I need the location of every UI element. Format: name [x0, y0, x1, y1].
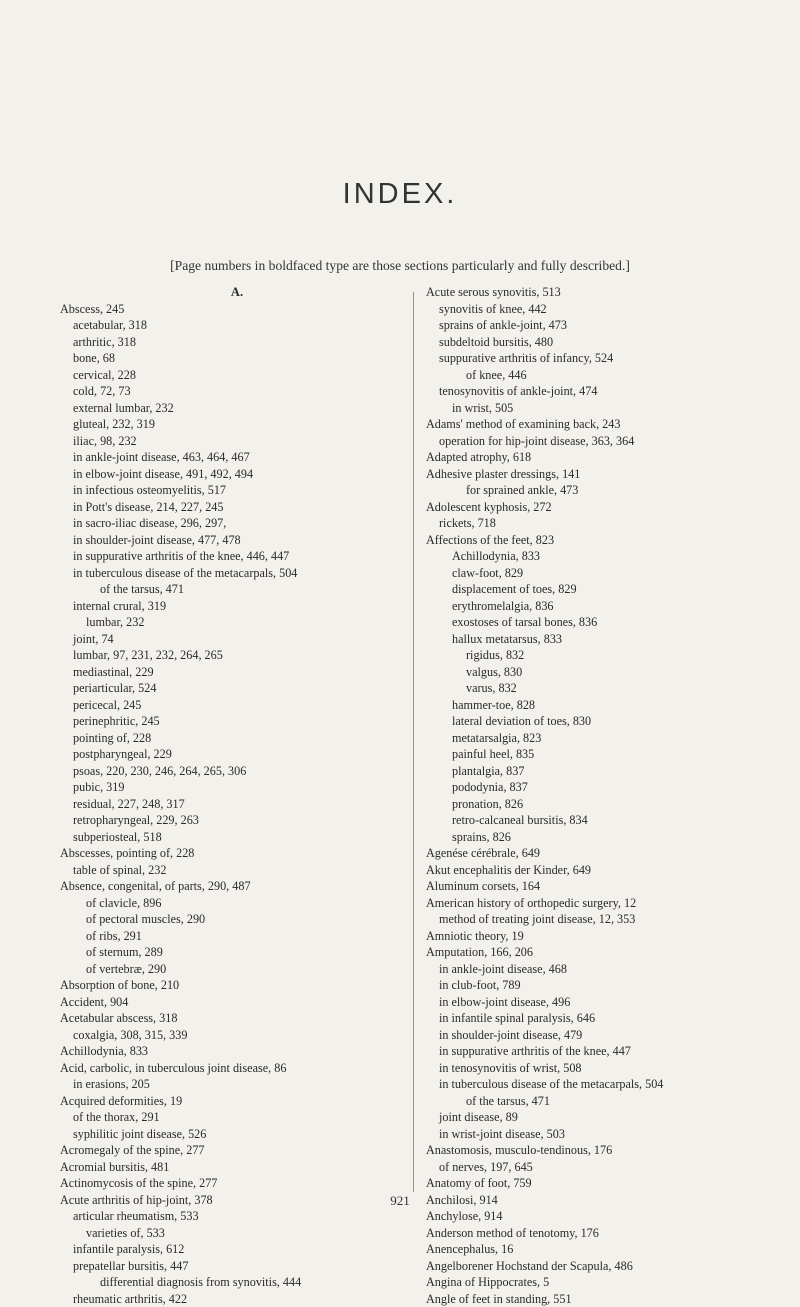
index-entry: syphilitic joint disease, 526 — [60, 1126, 402, 1143]
index-entry: erythromelalgia, 836 — [426, 598, 776, 615]
index-entry: in suppurative arthritis of the knee, 447 — [426, 1043, 776, 1060]
index-entry: in infantile spinal paralysis, 646 — [426, 1010, 776, 1027]
index-entry: Anchylose, 914 — [426, 1208, 776, 1225]
index-entry: in wrist, 505 — [426, 400, 776, 417]
index-entry: of vertebræ, 290 — [60, 961, 402, 978]
index-note: [Page numbers in boldfaced type are those sections particularly and fully described.] — [0, 258, 800, 274]
index-entry: table of spinal, 232 — [60, 862, 402, 879]
index-entry: mediastinal, 229 — [60, 664, 402, 681]
index-entry: Anchilosi, 914 — [426, 1192, 776, 1209]
index-entry: subdeltoid bursitis, 480 — [426, 334, 776, 351]
index-entry: American history of orthopedic surgery, 12 — [426, 895, 776, 912]
index-entry: Adams' method of examining back, 243 — [426, 416, 776, 433]
index-entry: postpharyngeal, 229 — [60, 746, 402, 763]
index-entry: retropharyngeal, 229, 263 — [60, 812, 402, 829]
index-entry: in elbow-joint disease, 496 — [426, 994, 776, 1011]
index-entry: cold, 72, 73 — [60, 383, 402, 400]
index-entry: rheumatic arthritis, 422 — [60, 1291, 402, 1307]
index-entry: pointing of, 228 — [60, 730, 402, 747]
index-entry: coxalgia, 308, 315, 339 — [60, 1027, 402, 1044]
column-divider — [413, 292, 414, 1192]
index-entry: in erasions, 205 — [60, 1076, 402, 1093]
index-entry: in tuberculous disease of the metacarpals, 504 — [60, 565, 402, 582]
index-entry: perinephritic, 245 — [60, 713, 402, 730]
page-title: INDEX. — [0, 178, 800, 211]
index-entry: painful heel, 835 — [426, 746, 776, 763]
index-entry: Anderson method of tenotomy, 176 — [426, 1225, 776, 1242]
index-entry: for sprained ankle, 473 — [426, 482, 776, 499]
index-entry: Adhesive plaster dressings, 141 — [426, 466, 776, 483]
index-entry: Accident, 904 — [60, 994, 402, 1011]
index-entry: bone, 68 — [60, 350, 402, 367]
index-entry: differential diagnosis from synovitis, 444 — [60, 1274, 402, 1291]
index-entry: in elbow-joint disease, 491, 492, 494 — [60, 466, 402, 483]
index-entry: Angina of Hippocrates, 5 — [426, 1274, 776, 1291]
index-entry: pubic, 319 — [60, 779, 402, 796]
index-entry: suppurative arthritis of infancy, 524 — [426, 350, 776, 367]
index-entry: valgus, 830 — [426, 664, 776, 681]
index-entry: pronation, 826 — [426, 796, 776, 813]
index-entry: rickets, 718 — [426, 515, 776, 532]
index-entry: hammer-toe, 828 — [426, 697, 776, 714]
index-entry: in shoulder-joint disease, 477, 478 — [60, 532, 402, 549]
index-entry: acetabular, 318 — [60, 317, 402, 334]
index-entry: Acid, carbolic, in tuberculous joint disease, 86 — [60, 1060, 402, 1077]
index-column-left — [60, 284, 402, 1307]
index-entry: residual, 227, 248, 317 — [60, 796, 402, 813]
index-entry: Adapted atrophy, 618 — [426, 449, 776, 466]
index-entry: in tenosynovitis of wrist, 508 — [426, 1060, 776, 1077]
index-entry: Aluminum corsets, 164 — [426, 878, 776, 895]
index-entry: tenosynovitis of ankle-joint, 474 — [426, 383, 776, 400]
index-entry: Angle of feet in standing, 551 — [426, 1291, 776, 1307]
index-entry: pododynia, 837 — [426, 779, 776, 796]
index-entry: Absorption of bone, 210 — [60, 977, 402, 994]
index-entry: in club-foot, 789 — [426, 977, 776, 994]
index-entry: cervical, 228 — [60, 367, 402, 384]
index-entry: arthritic, 318 — [60, 334, 402, 351]
index-entry: joint, 74 — [60, 631, 402, 648]
index-entry: metatarsalgia, 823 — [426, 730, 776, 747]
index-entry: gluteal, 232, 319 — [60, 416, 402, 433]
index-entry: Acromial bursitis, 481 — [60, 1159, 402, 1176]
index-entry: of the tarsus, 471 — [60, 581, 402, 598]
index-entry: Akut encephalitis der Kinder, 649 — [426, 862, 776, 879]
index-entry: claw-foot, 829 — [426, 565, 776, 582]
index-entry: Absence, congenital, of parts, 290, 487 — [60, 878, 402, 895]
index-entry: displacement of toes, 829 — [426, 581, 776, 598]
index-entry: of sternum, 289 — [60, 944, 402, 961]
index-entry: Actinomycosis of the spine, 277 — [60, 1175, 402, 1192]
index-entry: psoas, 220, 230, 246, 264, 265, 306 — [60, 763, 402, 780]
index-entry: Achillodynia, 833 — [426, 548, 776, 565]
index-entry: pericecal, 245 — [60, 697, 402, 714]
index-entry: varieties of, 533 — [60, 1225, 402, 1242]
index-entry: periarticular, 524 — [60, 680, 402, 697]
index-entry: Affections of the feet, 823 — [426, 532, 776, 549]
index-entry: rigidus, 832 — [426, 647, 776, 664]
index-entry: internal crural, 319 — [60, 598, 402, 615]
index-entry: subperiosteal, 518 — [60, 829, 402, 846]
index-entry: in sacro-iliac disease, 296, 297, — [60, 515, 402, 532]
index-entry: Acute serous synovitis, 513 — [426, 284, 776, 301]
index-entry: retro-calcaneal bursitis, 834 — [426, 812, 776, 829]
index-entry: in wrist-joint disease, 503 — [426, 1126, 776, 1143]
index-entry: of the tarsus, 471 — [426, 1093, 776, 1110]
index-entry: in Pott's disease, 214, 227, 245 — [60, 499, 402, 516]
index-entry: of knee, 446 — [426, 367, 776, 384]
index-entry: Amputation, 166, 206 — [426, 944, 776, 961]
index-entry: of ribs, 291 — [60, 928, 402, 945]
index-entry: Angelborener Hochstand der Scapula, 486 — [426, 1258, 776, 1275]
index-entry: of clavicle, 896 — [60, 895, 402, 912]
index-entry: method of treating joint disease, 12, 353 — [426, 911, 776, 928]
index-entry: external lumbar, 232 — [60, 400, 402, 417]
index-entry: Anencephalus, 16 — [426, 1241, 776, 1258]
index-entry: in suppurative arthritis of the knee, 446, 447 — [60, 548, 402, 565]
index-entry: lateral deviation of toes, 830 — [426, 713, 776, 730]
index-entry: in ankle-joint disease, 463, 464, 467 — [60, 449, 402, 466]
index-entry: Acquired deformities, 19 — [60, 1093, 402, 1110]
index-entry: varus, 832 — [426, 680, 776, 697]
index-entry: of pectoral muscles, 290 — [60, 911, 402, 928]
index-entry: lumbar, 97, 231, 232, 264, 265 — [60, 647, 402, 664]
index-entry: infantile paralysis, 612 — [60, 1241, 402, 1258]
index-entry: sprains, 826 — [426, 829, 776, 846]
index-entry: Abscess, 245 — [60, 301, 402, 318]
index-entry: Acute arthritis of hip-joint, 378 — [60, 1192, 402, 1209]
index-entry: joint disease, 89 — [426, 1109, 776, 1126]
index-entry: in shoulder-joint disease, 479 — [426, 1027, 776, 1044]
index-entry: synovitis of knee, 442 — [426, 301, 776, 318]
index-entry: sprains of ankle-joint, 473 — [426, 317, 776, 334]
index-entry: Amniotic theory, 19 — [426, 928, 776, 945]
index-entry: articular rheumatism, 533 — [60, 1208, 402, 1225]
index-entry: of nerves, 197, 645 — [426, 1159, 776, 1176]
section-letter: A. — [60, 284, 402, 301]
index-entry: Anatomy of foot, 759 — [426, 1175, 776, 1192]
index-entry: Abscesses, pointing of, 228 — [60, 845, 402, 862]
index-entry: plantalgia, 837 — [426, 763, 776, 780]
index-entry: exostoses of tarsal bones, 836 — [426, 614, 776, 631]
index-entry: Acromegaly of the spine, 277 — [60, 1142, 402, 1159]
index-entry: Anastomosis, musculo-tendinous, 176 — [426, 1142, 776, 1159]
page-number: 921 — [0, 1193, 800, 1209]
index-column-right — [426, 284, 776, 1307]
index-entry: in ankle-joint disease, 468 — [426, 961, 776, 978]
index-entry: Acetabular abscess, 318 — [60, 1010, 402, 1027]
index-entry: Agenése cérébrale, 649 — [426, 845, 776, 862]
index-entry: in tuberculous disease of the metacarpals, 504 — [426, 1076, 776, 1093]
index-entry: of the thorax, 291 — [60, 1109, 402, 1126]
index-entry: hallux metatarsus, 833 — [426, 631, 776, 648]
index-entry: Adolescent kyphosis, 272 — [426, 499, 776, 516]
index-entry: Achillodynia, 833 — [60, 1043, 402, 1060]
index-entry: prepatellar bursitis, 447 — [60, 1258, 402, 1275]
index-entry: operation for hip-joint disease, 363, 364 — [426, 433, 776, 450]
index-entry: in infectious osteomyelitis, 517 — [60, 482, 402, 499]
index-entry: lumbar, 232 — [60, 614, 402, 631]
index-entry: iliac, 98, 232 — [60, 433, 402, 450]
